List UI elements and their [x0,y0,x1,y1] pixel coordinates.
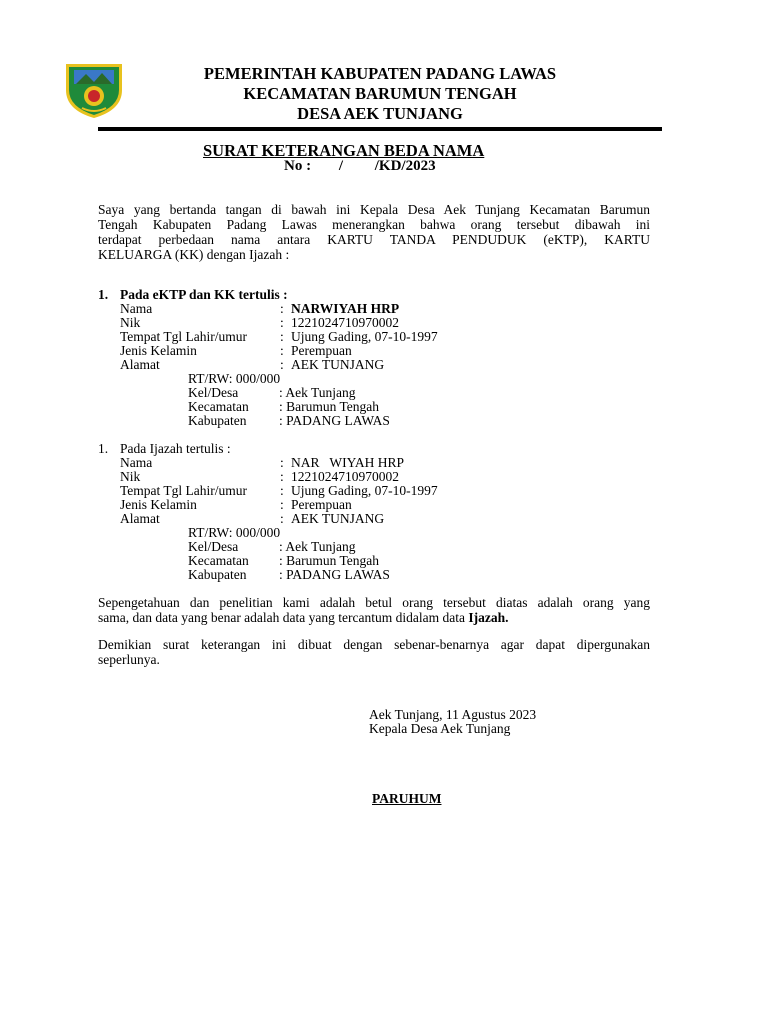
signature-name: PARUHUM [372,791,442,806]
number-suffix: /KD/2023 [374,158,436,174]
intro-line: KELUARGA (KK) dengan Ijazah : [98,247,290,262]
field-value-name: NAR WIYAH HRP [291,455,405,470]
field-value: AEK TUNJANG [291,357,385,372]
field-label: Jenis Kelamin [120,497,197,512]
address-value: : PADANG LAWAS [279,567,390,582]
field-label: Alamat [120,511,160,526]
address-label: Kecamatan [188,553,249,568]
conclusion-text: sama, dan data yang benar adalah data yang tercantum didalam data [98,610,469,625]
field-colon: : [280,469,284,484]
field-value: 1221024710970002 [291,469,399,484]
field-colon: : [280,343,284,358]
letter-title: SURAT KETERANGAN BEDA NAMA [203,141,485,160]
intro-line: Saya yang bertanda tangan di bawah ini Kepala Desa Aek Tunjang Kecamatan Barumun [98,202,650,217]
section1-number: 1. [98,287,109,302]
padang-lawas-emblem-logo [62,60,126,120]
field-label: Tempat Tgl Lahir/umur [120,483,248,498]
district-header: KECAMATAN BARUMUN TENGAH [243,84,517,103]
field-label: Nik [120,315,141,330]
address-label: Kabupaten [188,413,247,428]
section2-number: 1. [98,441,109,456]
field-label: Nik [120,469,141,484]
field-label: Tempat Tgl Lahir/umur [120,329,248,344]
section1-heading: Pada eKTP dan KK tertulis : [120,287,288,302]
address-value: : Aek Tunjang [279,539,356,554]
field-colon: : [280,511,284,526]
signature-position: Kepala Desa Aek Tunjang [369,721,511,736]
field-label: Nama [120,455,153,470]
address-label: Kecamatan [188,399,249,414]
letter-number [284,158,436,175]
field-colon: : [280,315,284,330]
field-value-name: NARWIYAH HRP [291,301,400,316]
conclusion-ijazah: Ijazah. [468,610,509,625]
field-label: Nama [120,301,153,316]
closing-line: Demikian surat keterangan ini dibuat dengan sebenar-benarnya agar dapat dipergunakan [98,637,650,652]
field-label: Alamat [120,357,160,372]
field-value: Perempuan [291,343,352,358]
intro-paragraph [98,202,650,262]
field-value: 1221024710970002 [291,315,399,330]
field-colon: : [280,301,284,316]
section2-heading: Pada Ijazah tertulis : [120,441,231,456]
number-sep: / [338,158,343,174]
closing-paragraph [98,637,650,667]
field-value: Ujung Gading, 07-10-1997 [291,329,438,344]
field-value: AEK TUNJANG [291,511,385,526]
address-value: : Aek Tunjang [279,385,356,400]
address-value: : PADANG LAWAS [279,413,390,428]
conclusion-paragraph [98,595,650,625]
intro-line: Tengah Kabupaten Padang Lawas menerangkan bahwa orang tersebut dibawah ini [98,217,650,232]
signature-place-date: Aek Tunjang, 11 Agustus 2023 [369,707,537,722]
header-divider [98,127,662,131]
rtrw: RT/RW: 000/000 [188,371,281,386]
conclusion-line: Sepengetahuan dan penelitian kami adalah betul orang tersebut diatas adalah orang yang [98,595,650,610]
address-value: : Barumun Tengah [279,399,380,414]
intro-line: terdapat perbedaan nama antara KARTU TANDA PENDUDUK (eKTP), KARTU [98,232,650,247]
rtrw: RT/RW: 000/000 [188,525,281,540]
field-colon: : [280,357,284,372]
field-value: Perempuan [291,497,352,512]
field-colon: : [280,497,284,512]
field-colon: : [280,455,284,470]
address-label: Kel/Desa [188,385,239,400]
field-colon: : [280,483,284,498]
closing-line: seperlunya. [98,652,160,667]
field-colon: : [280,329,284,344]
address-value: : Barumun Tengah [279,553,380,568]
government-header: PEMERINTAH KABUPATEN PADANG LAWAS [203,64,557,83]
address-label: Kabupaten [188,567,247,582]
field-value: Ujung Gading, 07-10-1997 [291,483,438,498]
field-label: Jenis Kelamin [120,343,197,358]
address-label: Kel/Desa [188,539,239,554]
conclusion-line [98,610,650,625]
village-header: DESA AEK TUNJANG [297,104,463,123]
number-label: No : [284,158,312,174]
